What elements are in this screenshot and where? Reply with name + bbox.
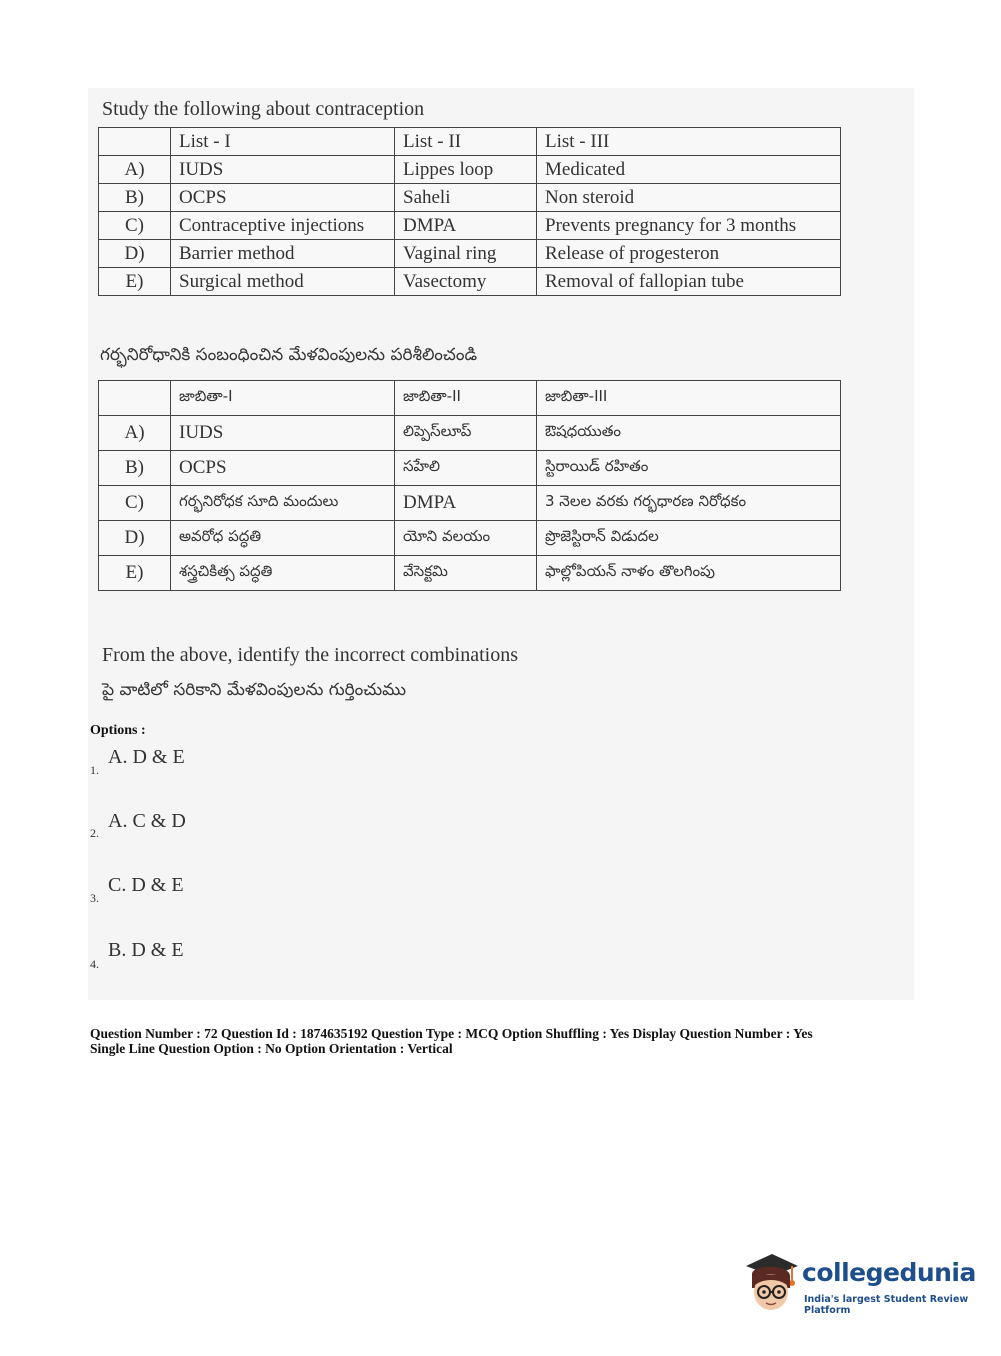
option-number: 3. [90,891,99,905]
table-cell: స్టిరాయిడ్ రహితం [537,451,841,486]
logo-wordmark: collegedunia [802,1258,976,1287]
question-title-english: Study the following about contraception [102,98,425,120]
header-cell: List - II [395,128,537,156]
row-label: E) [99,556,171,591]
table-header-row [99,128,841,156]
row-label: B) [99,184,171,212]
table-cell: Barrier method [171,240,395,268]
table-cell: గర్భనిరోధక సూది మందులు [171,486,395,521]
table-cell: Surgical method [171,268,395,296]
option-text: B. D & E [108,939,184,961]
table-cell: Contraceptive injections [171,212,395,240]
metadata-line: Single Line Question Option : No Option Orientation : Vertical [90,1041,453,1056]
table-row [99,556,841,591]
header-cell: జాబితా-II [395,381,537,416]
table-cell: సహేలి [395,451,537,486]
table-row [99,212,841,240]
table-cell: Vaginal ring [395,240,537,268]
option-text: A. D & E [108,746,185,768]
row-label: D) [99,240,171,268]
table-row [99,156,841,184]
question-prompt-english: From the above, identify the incorrect combinations [102,644,518,666]
table-cell: Release of progesteron [537,240,841,268]
table-header-row [99,381,841,416]
table-cell: అవరోధ పద్ధతి [171,521,395,556]
table-cell: DMPA [395,486,537,521]
table-row [99,240,841,268]
table-cell: Non steroid [537,184,841,212]
logo-tagline: India's largest Student Review Platform [804,1294,969,1316]
header-cell [99,381,171,416]
question-metadata [90,1026,920,1056]
row-label: E) [99,268,171,296]
table-cell: Prevents pregnancy for 3 months [537,212,841,240]
header-cell: List - III [537,128,841,156]
table-cell: OCPS [171,451,395,486]
header-cell: జాబితా-I [171,381,395,416]
table-cell: IUDS [171,416,395,451]
table-cell: యోని వలయం [395,521,537,556]
option-number: 1. [90,763,99,777]
header-cell [99,128,171,156]
table-cell: Removal of fallopian tube [537,268,841,296]
row-label: B) [99,451,171,486]
option-text: A. C & D [108,810,186,832]
table-row [99,416,841,451]
table-cell: DMPA [395,212,537,240]
row-label: A) [99,416,171,451]
mascot-icon [742,1252,800,1314]
table-cell: ఫాల్లోపియన్ నాళం తొలగింపు [537,556,841,591]
question-title-telugu: గర్భనిరోధానికి సంబంధించిన మేళవింపులను పరిశీలించండి [100,345,478,365]
contraception-table-english [98,127,841,296]
row-label: C) [99,486,171,521]
row-label: C) [99,212,171,240]
options-label: Options : [90,723,146,738]
row-label: D) [99,521,171,556]
table-cell: ఔషధయుతం [537,416,841,451]
option-text: C. D & E [108,874,184,896]
table-cell: Saheli [395,184,537,212]
collegedunia-logo [742,1252,976,1322]
table-row [99,451,841,486]
table-row [99,184,841,212]
table-cell: ప్రొజెస్టిరాన్ విడుదల [537,521,841,556]
table-cell: Vasectomy [395,268,537,296]
table-row [99,486,841,521]
table-row [99,268,841,296]
row-label: A) [99,156,171,184]
table-row [99,521,841,556]
table-cell: Medicated [537,156,841,184]
option-number: 4. [90,957,99,971]
header-cell: List - I [171,128,395,156]
table-cell: IUDS [171,156,395,184]
table-cell: లిప్పెస్‌లూప్ [395,416,537,451]
question-prompt-telugu: పై వాటిలో సరికాని మేళవింపులను గుర్తించుము [102,680,406,700]
metadata-line: Question Number : 72 Question Id : 1874635192 Question Type : MCQ Option Shuffling : Yes Display Question Number : Yes [90,1026,813,1041]
table-cell: వేసెక్టమి [395,556,537,591]
option-number: 2. [90,826,99,840]
contraception-table-telugu [98,380,841,591]
table-cell: 3 నెలల వరకు గర్భధారణ నిరోధకం [537,486,841,521]
table-cell: Lippes loop [395,156,537,184]
header-cell: జాబితా-III [537,381,841,416]
table-cell: OCPS [171,184,395,212]
table-cell: శస్త్రచికిత్స పద్ధతి [171,556,395,591]
